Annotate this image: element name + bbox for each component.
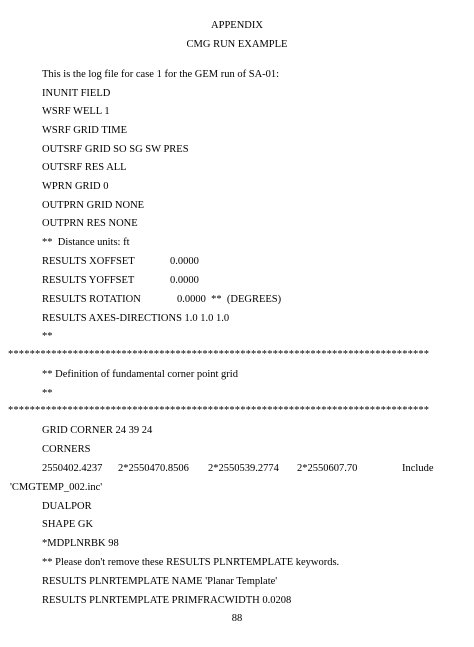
log-line-outprn-grid: OUTPRN GRID NONE bbox=[42, 200, 145, 211]
comment-marker: ** bbox=[42, 388, 53, 399]
include-filename: 'CMGTEMP_002.inc' bbox=[10, 482, 103, 493]
corners-value-4: 2*2550607.70 bbox=[297, 463, 358, 474]
rotation-key: RESULTS ROTATION bbox=[42, 294, 141, 305]
log-line-mdplnrbk: *MDPLNRBK 98 bbox=[42, 538, 119, 549]
comment-marker: ** bbox=[42, 331, 53, 342]
log-line-outsrf-res: OUTSRF RES ALL bbox=[42, 162, 127, 173]
log-line-plnrtemplate-name: RESULTS PLNRTEMPLATE NAME 'Planar Template' bbox=[42, 576, 278, 587]
intro-line: This is the log file for case 1 for the GEM run of SA-01: bbox=[42, 69, 280, 80]
log-line-wsrf-well: WSRF WELL 1 bbox=[42, 106, 110, 117]
log-line-outsrf-grid: OUTSRF GRID SO SG SW PRES bbox=[42, 144, 189, 155]
xoffset-value: 0.0000 bbox=[170, 256, 199, 267]
rotation-value: 0.0000 ** (DEGREES) bbox=[177, 294, 282, 305]
log-line-shape: SHAPE GK bbox=[42, 519, 94, 530]
log-line-plnrtemplate-primfracwidth: RESULTS PLNRTEMPLATE PRIMFRACWIDTH 0.0208 bbox=[42, 595, 292, 606]
xoffset-key: RESULTS XOFFSET bbox=[42, 256, 135, 267]
corners-value-2: 2*2550470.8506 bbox=[118, 463, 189, 474]
definition-comment: ** Definition of fundamental corner point grid bbox=[42, 369, 238, 380]
asterisk-divider: ****************************************************************************** bbox=[8, 349, 430, 360]
corners-value-1: 2550402.4237 bbox=[42, 463, 103, 474]
log-line-inunit: INUNIT FIELD bbox=[42, 88, 111, 99]
include-keyword: Include bbox=[402, 463, 434, 474]
appendix-subheading: CMG RUN EXAMPLE bbox=[186, 39, 288, 50]
please-comment: ** Please don't remove these RESULTS PLNRTEMPLATE keywords. bbox=[42, 557, 340, 568]
log-line-wprn: WPRN GRID 0 bbox=[42, 181, 109, 192]
log-line-outprn-res: OUTPRN RES NONE bbox=[42, 218, 138, 229]
page-number: 88 bbox=[231, 613, 243, 624]
yoffset-value: 0.0000 bbox=[170, 275, 199, 286]
log-line-grid-corner: GRID CORNER 24 39 24 bbox=[42, 425, 153, 436]
log-line-dualpor: DUALPOR bbox=[42, 501, 92, 512]
log-line-corners: CORNERS bbox=[42, 444, 91, 455]
asterisk-divider: ****************************************************************************** bbox=[8, 405, 430, 416]
yoffset-key: RESULTS YOFFSET bbox=[42, 275, 135, 286]
log-line-wsrf-grid: WSRF GRID TIME bbox=[42, 125, 127, 136]
corners-value-3: 2*2550539.2774 bbox=[208, 463, 279, 474]
appendix-heading: APPENDIX bbox=[211, 20, 263, 31]
log-line-distance-units: ** Distance units: ft bbox=[42, 237, 130, 248]
log-line-axes-directions: RESULTS AXES-DIRECTIONS 1.0 1.0 1.0 bbox=[42, 313, 230, 324]
